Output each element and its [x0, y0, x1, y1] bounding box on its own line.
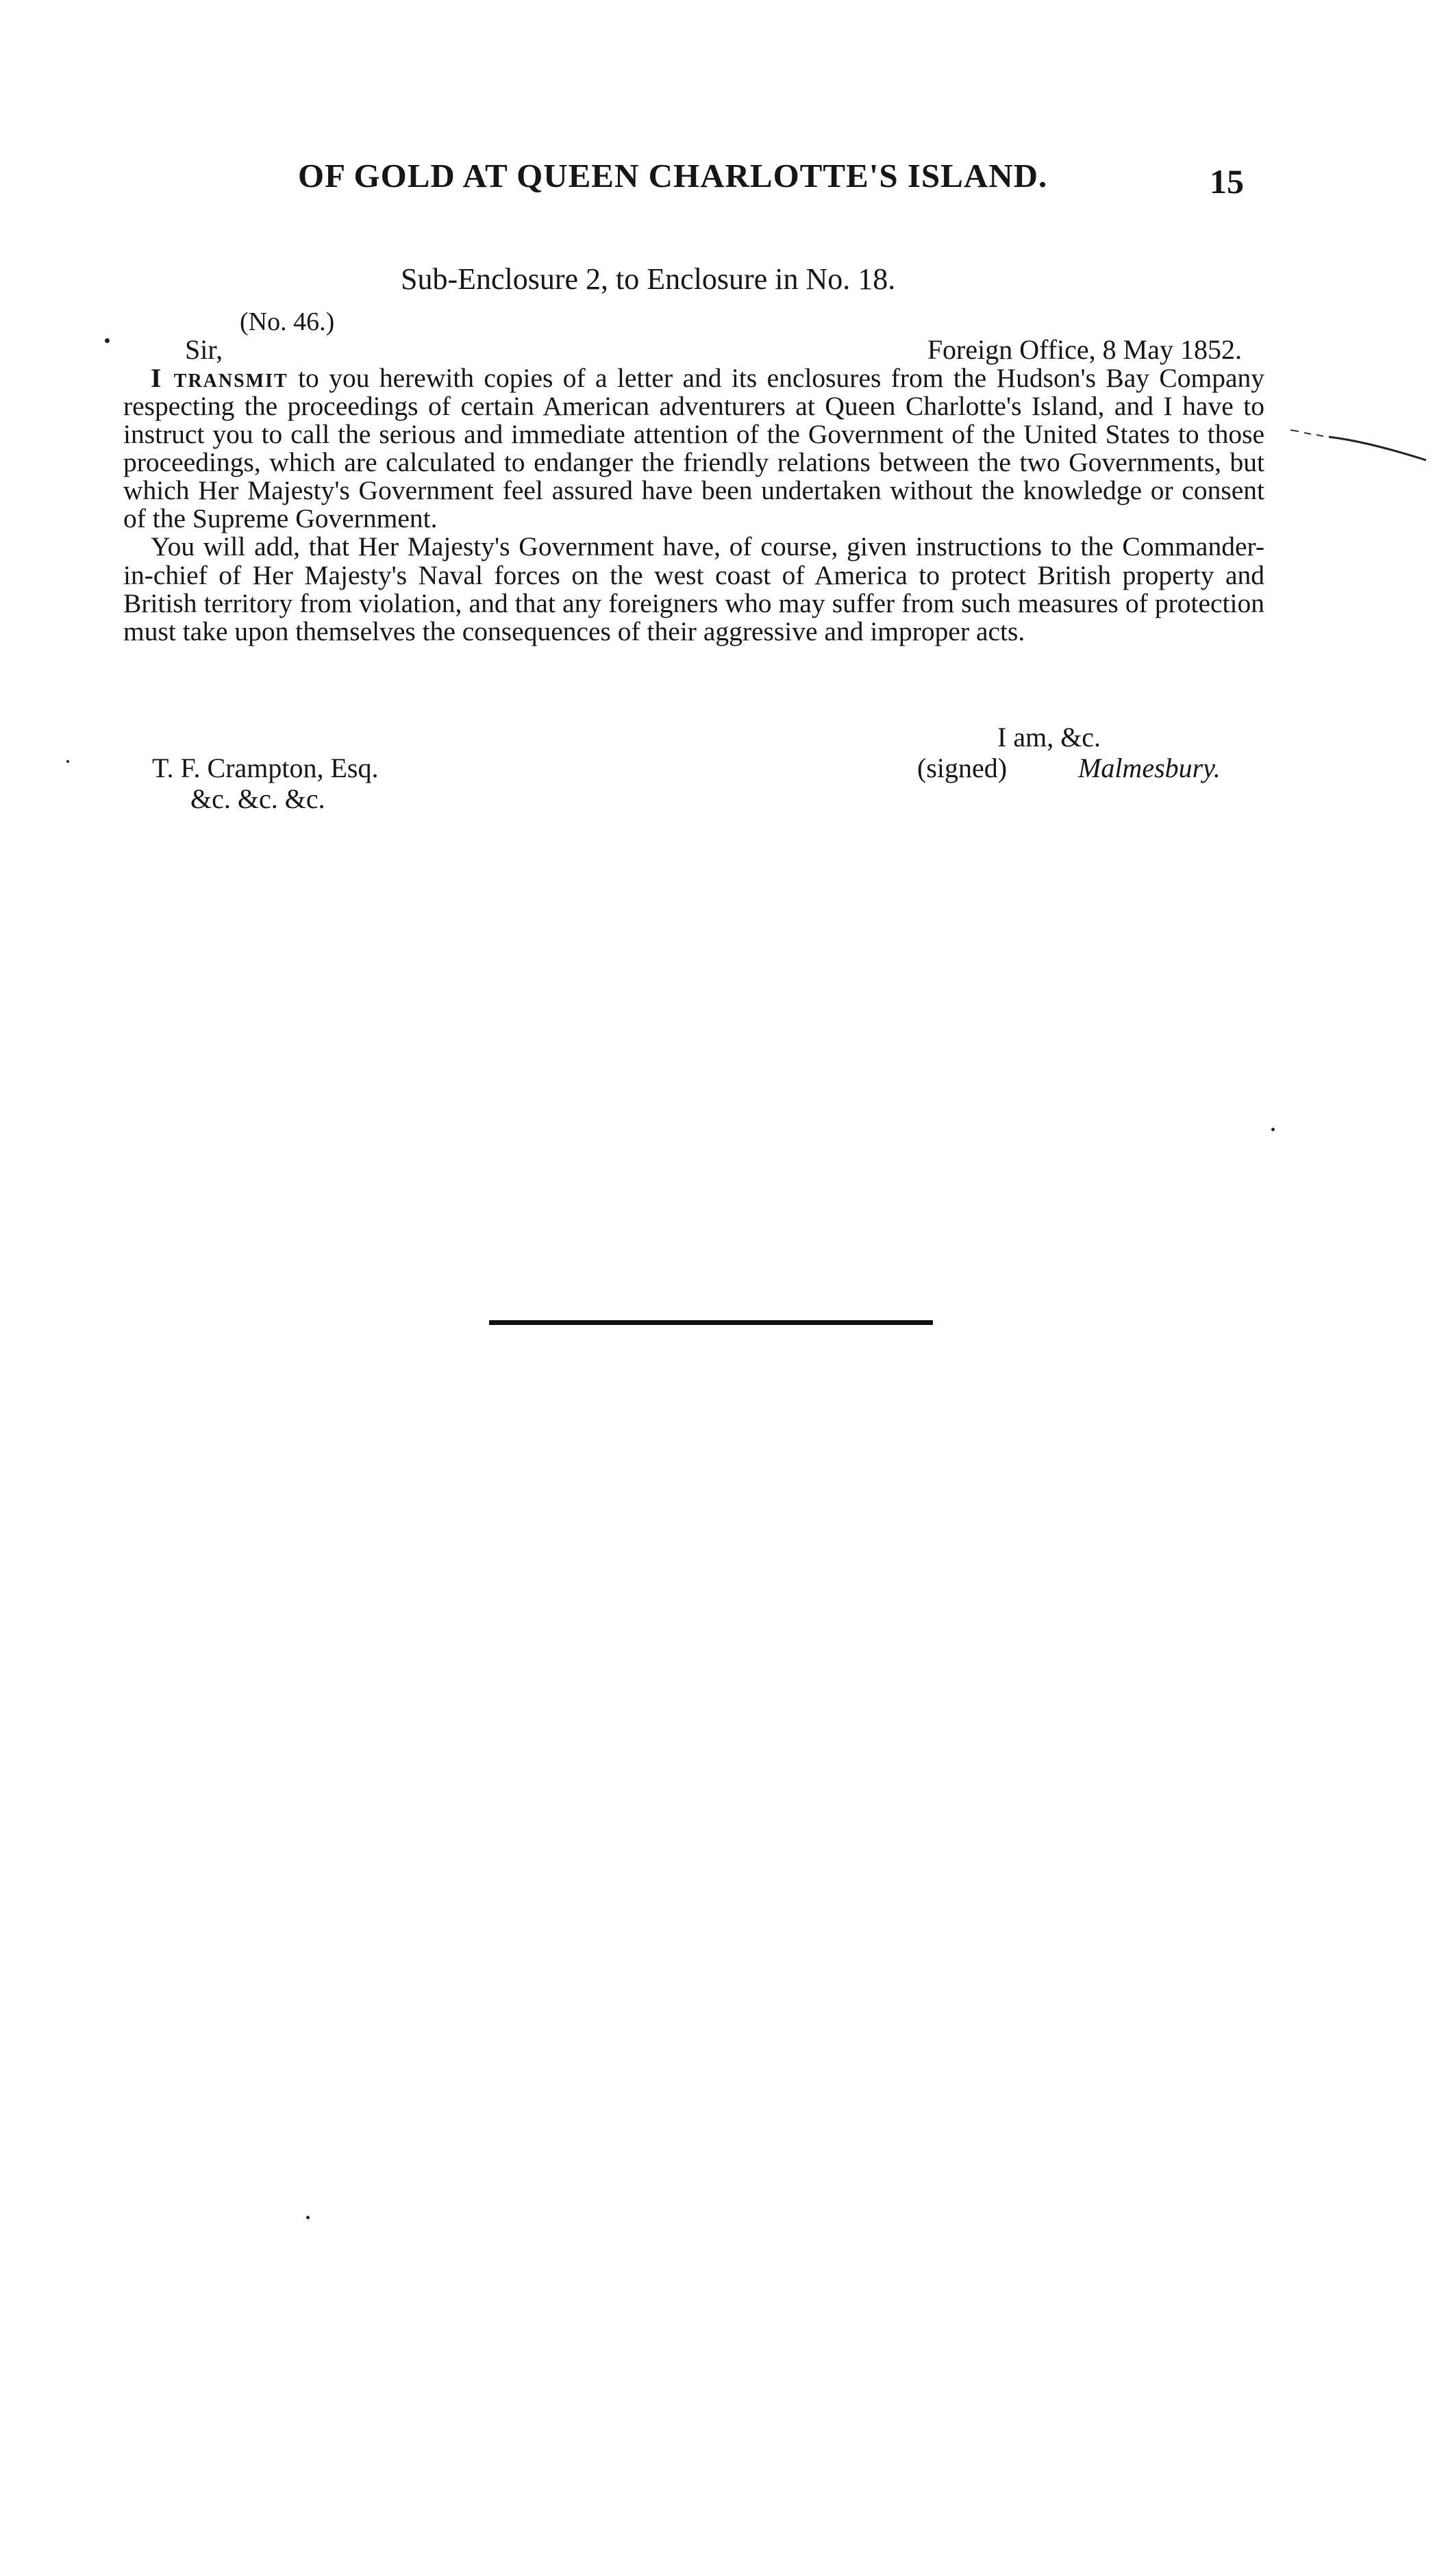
letter-number: (No. 46.) [240, 307, 335, 336]
paragraph-1-lead: I transmit [151, 363, 288, 393]
closing-rule [489, 1320, 933, 1325]
addressee: T. F. Crampton, Esq. [152, 753, 379, 783]
closing: I am, &c. [997, 722, 1101, 753]
scan-speck [66, 760, 69, 763]
scan-speck [306, 2216, 310, 2219]
signature: Malmesbury. [1078, 753, 1221, 783]
paragraph-2: You will add, that Her Majesty's Government have, of course, given instructions to the Commander-in-chief of Her Majesty's Naval forces on the west coast of America to protect British property and British territory from violation, and that any foreigners who may suffer from such measures of protection must take upon themselves the consequences of their aggressive and improper acts. [123, 531, 1264, 646]
running-title: OF GOLD AT QUEEN CHARLOTTE'S ISLAND. [298, 157, 1048, 194]
addressee-continuation: &c. &c. &c. [190, 783, 325, 814]
letter-body [123, 364, 1264, 646]
signed-label: (signed) [917, 753, 1008, 783]
paragraph-1 [123, 364, 1264, 533]
margin-pen-mark [1289, 418, 1430, 466]
salutation: Sir, [185, 334, 223, 365]
page-number: 15 [1210, 162, 1244, 201]
dateline: Foreign Office, 8 May 1852. [927, 334, 1242, 365]
sub-enclosure-heading: Sub-Enclosure 2, to Enclosure in No. 18. [401, 262, 896, 296]
paragraph-1-rest: to you herewith copies of a letter and its enclosures from the Hudson's Bay Company respecting the proceedings of certain American adventurers at Queen Charlotte's Island, and I have to instruct you to call the serious and immediate attention of the Government of the United States to those proceedings, which are calculated to endanger the friendly relations between the two Governments, but which Her Majesty's Government feel assured have been undertaken without the knowledge or consent of the Supreme Government. [123, 363, 1264, 534]
scan-speck [105, 338, 110, 343]
scan-speck [1271, 1128, 1275, 1131]
